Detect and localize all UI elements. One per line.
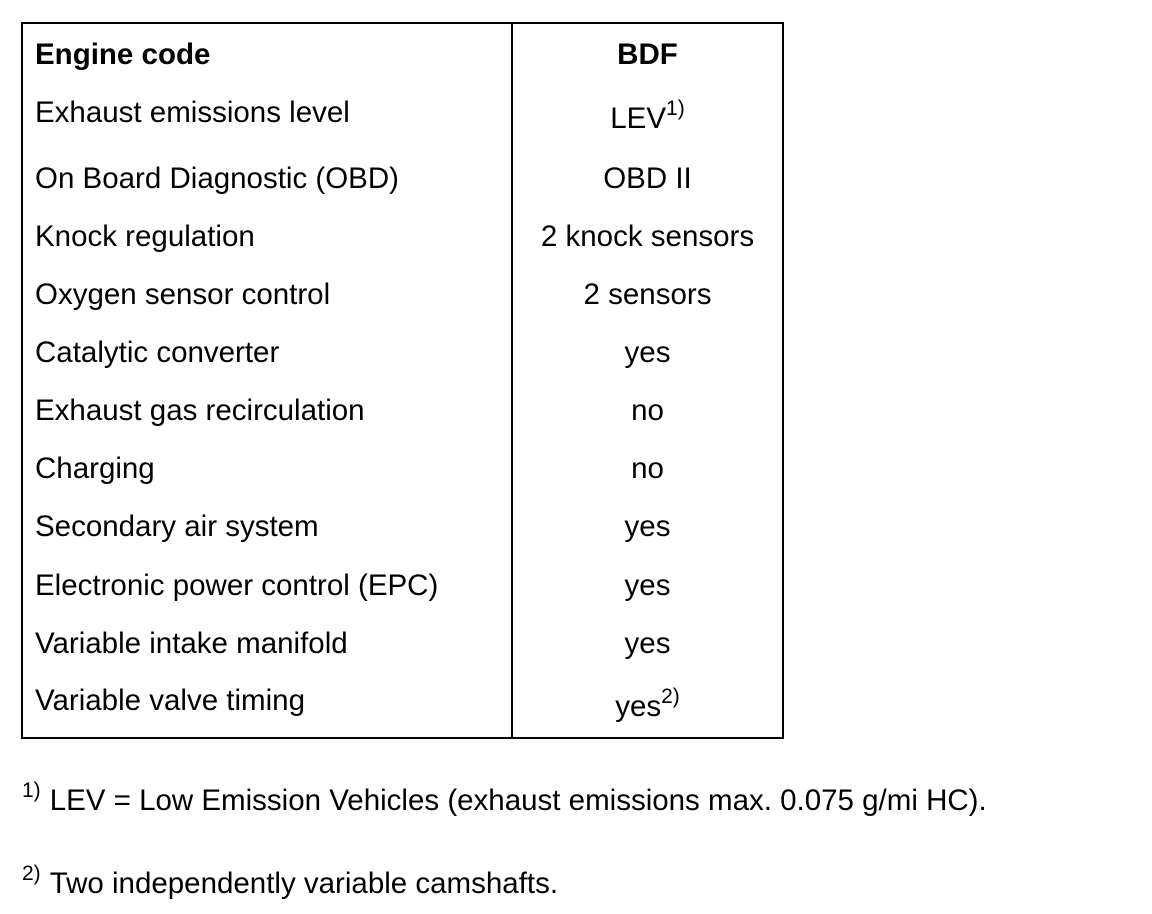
- row-label: Variable intake manifold: [35, 627, 348, 660]
- row-value: OBD II: [603, 162, 692, 195]
- row-label: Exhaust gas recirculation: [35, 394, 365, 427]
- value-text: LEV: [610, 102, 667, 135]
- footnote: [22, 862, 559, 901]
- table-row: [23, 382, 782, 440]
- row-value: no: [631, 452, 664, 485]
- row-label: Charging: [35, 452, 155, 485]
- footnote-ref: 2): [661, 685, 680, 709]
- table-header-row: [23, 26, 782, 84]
- table-row: [23, 557, 782, 615]
- row-value: no: [631, 394, 664, 427]
- footnote-ref: 1): [666, 97, 685, 121]
- table-row: [23, 150, 782, 208]
- row-label: Catalytic converter: [35, 336, 280, 369]
- table-row: [23, 498, 782, 556]
- row-label: Oxygen sensor control: [35, 278, 331, 311]
- row-label: Electronic power control (EPC): [35, 569, 439, 602]
- footnote-mark: 2): [22, 862, 41, 885]
- value-text: yes: [615, 690, 662, 723]
- table-row: [23, 208, 782, 266]
- table-row: [23, 672, 782, 730]
- row-value: yes: [624, 510, 671, 543]
- row-label: On Board Diagnostic (OBD): [35, 162, 399, 195]
- row-value: 2 knock sensors: [540, 220, 755, 253]
- row-label: Variable valve timing: [35, 684, 305, 717]
- row-value: yes: [624, 569, 671, 602]
- footnote-text: Two independently variable camshafts.: [49, 867, 559, 900]
- row-value: [513, 678, 782, 736]
- row-value: [513, 90, 782, 148]
- header-value: BDF: [617, 38, 678, 71]
- table-row: [23, 266, 782, 324]
- table-row: [23, 84, 782, 142]
- table-row: [23, 615, 782, 673]
- row-value: yes: [624, 627, 671, 660]
- footnote-text: LEV = Low Emission Vehicles (exhaust emissions max. 0.075 g/mi HC).: [49, 784, 987, 817]
- engine-spec-table: [21, 22, 784, 739]
- table-row: [23, 440, 782, 498]
- row-value: 2 sensors: [583, 278, 712, 311]
- row-label: Secondary air system: [35, 510, 319, 543]
- row-label: Knock regulation: [35, 220, 255, 253]
- footnote-mark: 1): [22, 779, 41, 802]
- row-label: Exhaust emissions level: [35, 96, 350, 129]
- footnote: [22, 779, 987, 818]
- row-value: yes: [624, 336, 671, 369]
- header-label: Engine code: [35, 38, 211, 71]
- table-row: [23, 324, 782, 382]
